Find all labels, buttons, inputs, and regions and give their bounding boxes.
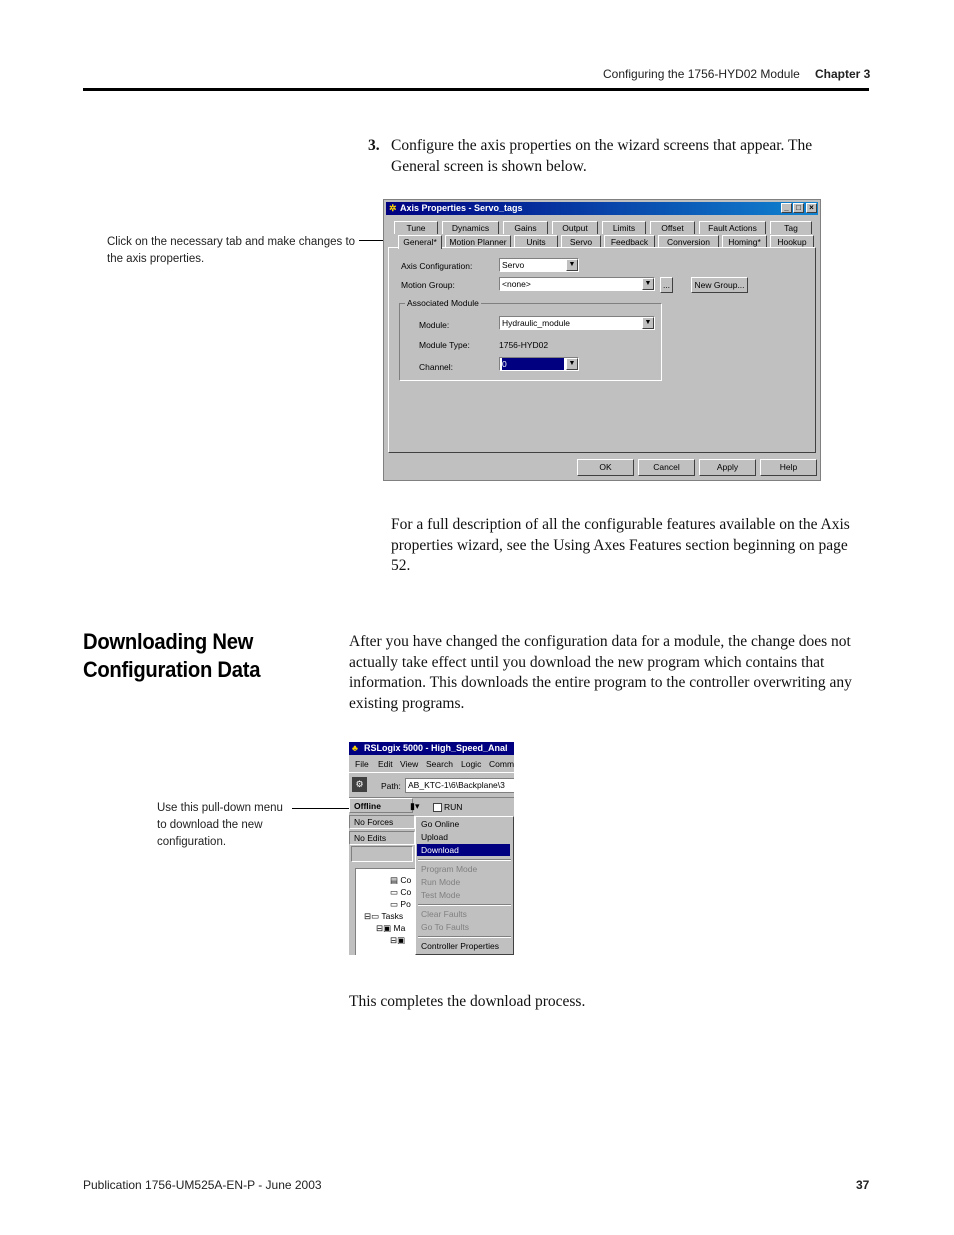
maximize-button[interactable]: □ [793, 203, 804, 213]
new-group-button[interactable]: New Group... [691, 277, 748, 293]
axis-configuration-select[interactable] [499, 258, 579, 272]
axis-features-paragraph: For a full description of all the configurable features available on the Axis properties wizard, see the Using Axes Features section beginning on page 52. [391, 516, 850, 574]
offline-label: Offline [354, 801, 381, 811]
tab-motion-planner[interactable]: Motion Planner [445, 235, 511, 248]
menu-item-upload[interactable]: Upload [421, 832, 448, 842]
tab-feedback[interactable]: Feedback [604, 235, 655, 248]
menu-communications[interactable]: Comm [489, 759, 514, 769]
mode-dropdown-icon[interactable]: ▮▾ [410, 801, 420, 811]
controller-mode-menu [415, 816, 514, 955]
tab-units[interactable]: Units [514, 235, 558, 248]
section-heading-line-1: Downloading New [83, 629, 254, 654]
network-icon[interactable]: ⚙ [352, 777, 367, 792]
menu-item-test-mode[interactable]: Test Mode [421, 890, 461, 900]
menu-separator [418, 936, 511, 938]
tree-item[interactable] [390, 875, 411, 885]
menu-search[interactable]: Search [426, 759, 453, 769]
axis-app-icon: ✲ [389, 203, 397, 213]
no-forces-label: No Forces [354, 817, 394, 827]
ok-button[interactable]: OK [577, 459, 634, 476]
controller-organizer-tree [355, 868, 417, 955]
chevron-down-icon[interactable]: ▼ [566, 358, 578, 370]
path-label: Path: [381, 781, 401, 791]
menu-item-program-mode[interactable]: Program Mode [421, 864, 478, 874]
run-label: RUN [444, 802, 463, 812]
tree-item-label: Tasks [381, 911, 404, 921]
forces-status [349, 815, 415, 829]
offline-status[interactable] [349, 798, 413, 813]
menu-edit[interactable]: Edit [378, 759, 393, 769]
menu-logic[interactable]: Logic [461, 759, 482, 769]
edits-status [349, 831, 415, 845]
module-type-label: Module Type: [419, 340, 470, 350]
path-input[interactable]: AB_KTC-1\6\Backplane\3 [405, 778, 514, 793]
channel-label: Channel: [419, 362, 454, 372]
dialog-titlebar [386, 202, 818, 215]
collapse-icon[interactable]: ⊟ [364, 911, 372, 921]
tree-item-label: Co [400, 875, 412, 885]
tab-offset[interactable]: Offset [650, 221, 695, 234]
rslogix-path-bar [349, 772, 514, 798]
tab-output[interactable]: Output [552, 221, 598, 234]
axis-configuration-value: Servo [502, 260, 525, 270]
page-number: 37 [856, 1178, 870, 1192]
motion-group-select[interactable] [499, 277, 655, 291]
tab-general[interactable]: General* [398, 235, 442, 249]
completion-paragraph: This completes the download process. [349, 993, 586, 1010]
tab-servo[interactable]: Servo [561, 235, 601, 248]
status-blank-field [351, 846, 413, 862]
tree-item-label: Co [400, 887, 412, 897]
running-header-section: Configuring the 1756-HYD02 Module [603, 67, 800, 81]
cancel-button[interactable]: Cancel [638, 459, 695, 476]
axis-configuration-label: Axis Configuration: [401, 261, 473, 271]
module-value: Hydraulic_module [502, 318, 571, 328]
motion-group-value: <none> [502, 279, 531, 289]
help-button[interactable]: Help [760, 459, 817, 476]
header-rule [83, 88, 869, 91]
menu-item-go-to-faults[interactable]: Go To Faults [421, 922, 470, 932]
menu-item-run-mode[interactable]: Run Mode [421, 877, 461, 887]
module-type-value: 1756-HYD02 [499, 340, 549, 350]
run-checkbox[interactable] [433, 803, 442, 812]
task-icon: ▣ [383, 923, 392, 933]
tab-tag[interactable]: Tag [770, 221, 812, 234]
rslogix-app-icon: ♣ [352, 743, 358, 753]
no-edits-label: No Edits [354, 833, 387, 843]
channel-select[interactable] [499, 357, 579, 371]
rslogix-window [349, 742, 514, 955]
tree-item-label: Ma [393, 923, 406, 933]
tree-item[interactable] [376, 923, 405, 933]
tab-homing[interactable]: Homing* [722, 235, 767, 248]
tree-item[interactable] [364, 911, 403, 921]
menu-view[interactable]: View [400, 759, 419, 769]
chevron-down-icon[interactable]: ▼ [566, 259, 578, 271]
collapse-icon[interactable]: ⊟ [390, 935, 398, 945]
module-select[interactable] [499, 316, 655, 330]
dialog-title: Axis Properties - Servo_tags [400, 203, 523, 213]
tab-fault-actions[interactable]: Fault Actions [699, 221, 766, 234]
section-heading-line-2: Configuration Data [83, 657, 261, 682]
program-icon: ▣ [397, 935, 406, 945]
callout-leader-line [359, 240, 385, 241]
motion-group-label: Motion Group: [401, 280, 455, 290]
motion-group-browse-button[interactable]: ... [660, 277, 673, 293]
menu-item-download[interactable]: Download [417, 844, 510, 856]
download-intro-paragraph: After you have changed the configuration data for a module, the change does not actually take effect until you download the new program which contains that information. This downloads the entire program to the controller overwriting any existing programs. [349, 633, 852, 712]
menu-item-go-online[interactable]: Go Online [421, 819, 460, 829]
module-label: Module: [419, 320, 450, 330]
tree-item[interactable] [390, 935, 405, 945]
tab-gains[interactable]: Gains [503, 221, 548, 234]
minimize-button[interactable]: _ [781, 203, 792, 213]
rslogix-titlebar [349, 742, 514, 755]
callout-pulldown-instructions: Use this pull-down menu to download the new configuration. [157, 802, 283, 848]
channel-value: 0 [502, 358, 564, 370]
footer-publication: Publication 1756-UM525A-EN-P - June 2003 [83, 1178, 322, 1192]
tree-item[interactable] [390, 887, 411, 897]
associated-module-label: Associated Module [407, 298, 479, 308]
menu-item-controller-properties[interactable]: Controller Properties [421, 941, 499, 951]
collapse-icon[interactable]: ⊟ [376, 923, 384, 933]
rslogix-title: RSLogix 5000 - High_Speed_Anal [364, 743, 508, 753]
chevron-down-icon[interactable]: ▼ [642, 278, 654, 290]
tab-conversion[interactable]: Conversion [658, 235, 719, 248]
tab-dynamics[interactable]: Dynamics [442, 221, 499, 234]
axis-properties-dialog [383, 199, 821, 481]
callout-tab-instructions: Click on the necessary tab and make changes to the axis properties. [107, 236, 356, 265]
menu-file[interactable]: File [355, 759, 369, 769]
close-button[interactable]: × [806, 203, 817, 213]
menu-separator [418, 859, 511, 861]
folder-icon: ▭ [390, 887, 399, 897]
running-header-chapter: Chapter 3 [815, 67, 871, 81]
step-number: 3. [368, 137, 380, 154]
folder-icon: ▭ [390, 899, 399, 909]
tree-item-label: Po [400, 899, 411, 909]
tab-tune[interactable]: Tune [394, 221, 438, 234]
folder-icon: ▭ [371, 911, 380, 921]
step-text: Configure the axis properties on the wizard screens that appear. The General screen is shown below. [391, 137, 813, 175]
apply-button[interactable]: Apply [699, 459, 756, 476]
tab-limits[interactable]: Limits [602, 221, 646, 234]
menu-separator [418, 904, 511, 906]
general-tab-panel [388, 247, 816, 453]
menu-item-clear-faults[interactable]: Clear Faults [421, 909, 467, 919]
rslogix-menu-bar [349, 757, 514, 771]
tab-hookup[interactable]: Hookup [770, 235, 814, 248]
folder-icon: ▤ [390, 875, 399, 885]
tree-item[interactable] [390, 899, 411, 909]
chevron-down-icon[interactable]: ▼ [642, 317, 654, 329]
